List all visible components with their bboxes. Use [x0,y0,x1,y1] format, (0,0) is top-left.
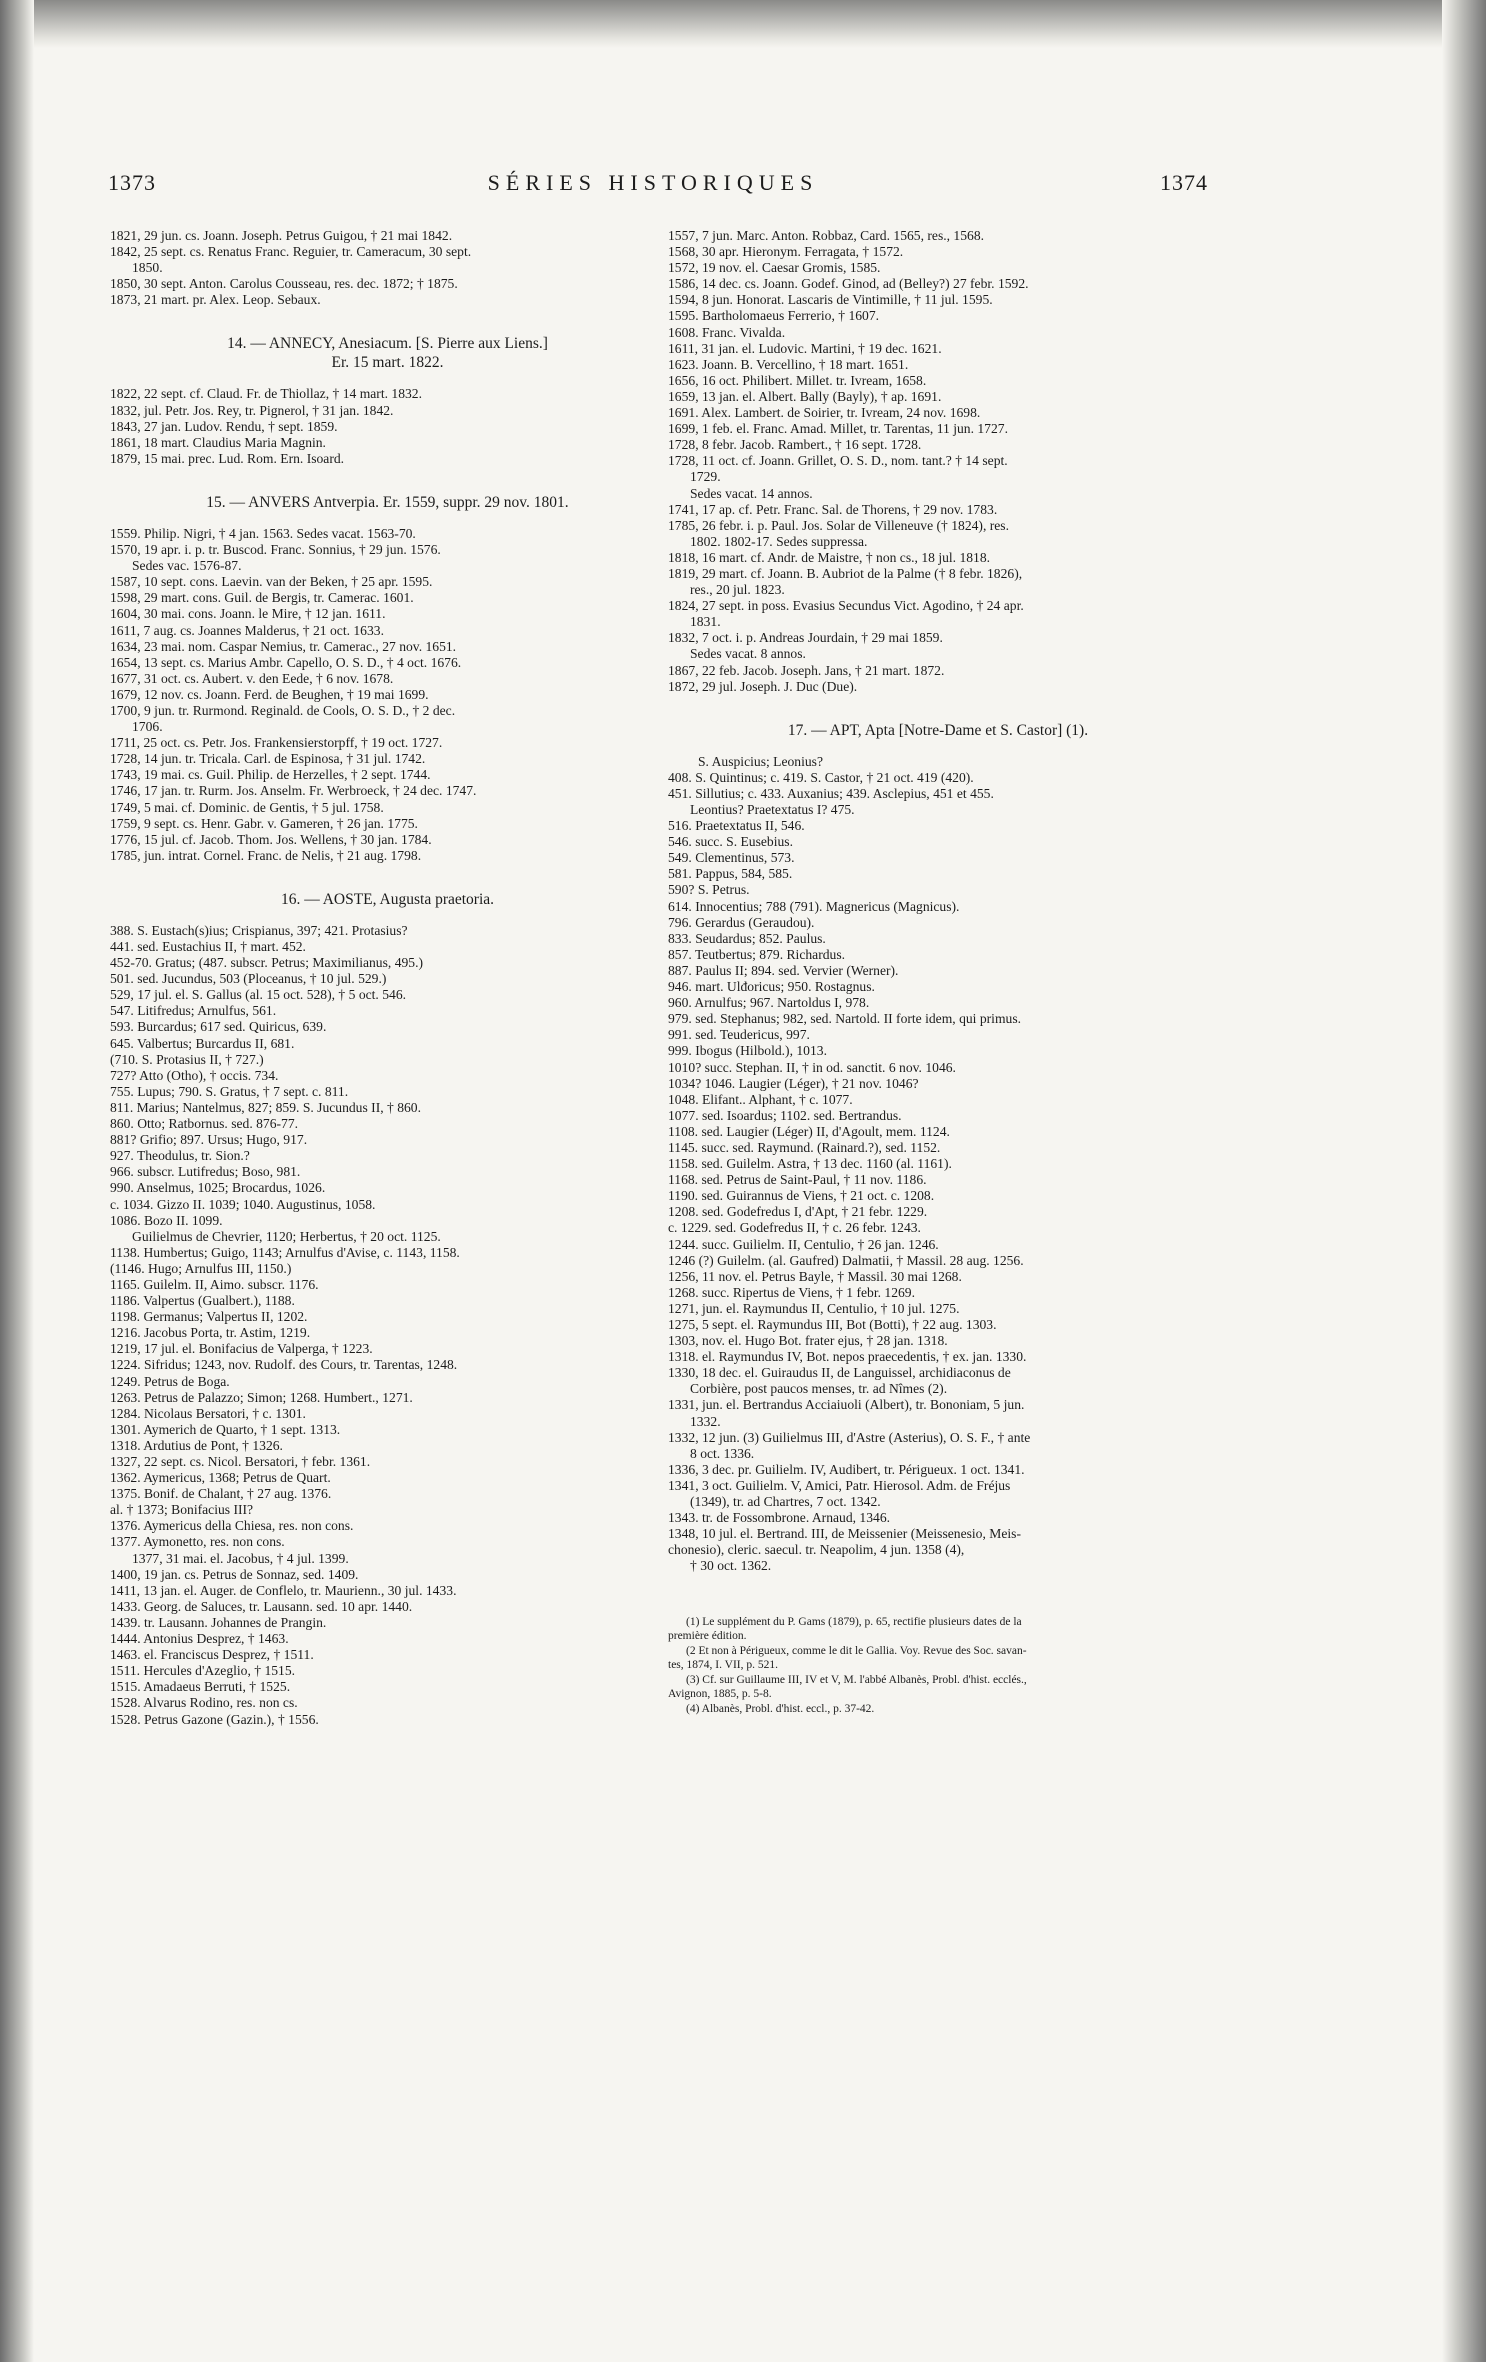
entry-line: 1842, 25 sept. cs. Renatus Franc. Reguier, tr. Cameracum, 30 sept. [110,244,472,260]
heading-line: 17. — APT, Apta [Notre-Dame et S. Castor] (1). [787,721,1089,739]
entry-line: 1268. succ. Ripertus de Viens, † 1 febr. 1269. [668,1284,915,1300]
entry-line: 881? Grifio; 897. Ursus; Hugo, 917. [110,1132,308,1148]
entry-line: 1077. sed. Isoardus; 1102. sed. Bertrandus. [668,1107,902,1123]
entry-line: 1831. [690,614,721,630]
entry-line: 1822, 22 sept. cf. Claud. Fr. de Thiollaz, † 14 mart. 1832. [110,386,422,402]
entry-line: 1598, 29 mart. cons. Guil. de Bergis, tr. Camerac. 1601. [110,590,414,606]
entry-line: 796. Gerardus (Geraudou). [668,914,815,930]
entry-line: 1843, 27 jan. Ludov. Rendu, † sept. 1859. [110,418,338,434]
entry-line: 1332. [690,1413,721,1429]
entry-line: al. † 1373; Bonifacius III? [110,1502,254,1518]
entry-line: 1198. Germanus; Valpertus II, 1202. [110,1309,308,1325]
entry-line: 1608. Franc. Vivalda. [668,324,786,340]
footnote-line: (4) Albanès, Probl. d'hist. eccl., p. 37-42. [686,1702,875,1715]
entry-line: 1594, 8 jun. Honorat. Lascaris de Vintimille, † 11 jul. 1595. [668,292,993,308]
entry-line: 1700, 9 jun. tr. Rurmond. Reginald. de Cools, O. S. D., † 2 dec. [110,702,456,718]
section-heading [110,493,665,512]
entry-line: 1746, 17 jan. tr. Rurm. Jos. Anselm. Fr. Werbroeck, † 24 dec. 1747. [110,783,477,799]
entry-line: 1158. sed. Guilelm. Astra, † 13 dec. 1160 (al. 1161). [668,1156,952,1172]
entry-line: 1256, 11 nov. el. Petrus Bayle, † Massil. 30 mai 1268. [668,1268,962,1284]
spacer [110,467,665,479]
entry-line: 727? Atto (Otho), † occis. 734. [110,1067,279,1083]
entry-line: 1439. tr. Lausann. Johannes de Prangin. [110,1614,327,1630]
entry-line: 1034? 1046. Laugier (Léger), † 21 nov. 1046? [668,1075,919,1091]
entry-line: S. Auspicius; Leonius? [698,753,823,769]
entry-line: 1861, 18 mart. Claudius Maria Magnin. [110,434,326,450]
entry-line: 991. sed. Teudericus, 997. [668,1027,810,1043]
entry-line: Sedes vac. 1576-87. [132,558,242,574]
footnote-line: première édition. [668,1630,747,1642]
entry-line: 1586, 14 dec. cs. Joann. Godef. Ginod, ad (Belley?) 27 febr. 1592. [668,276,1029,292]
entry-line: 1341, 3 oct. Guilielm. V, Amici, Patr. Hierosol. Adm. de Fréjus [668,1477,1011,1493]
entry-line: 1244. succ. Guilielm. II, Centulio, † 26 jan. 1246. [668,1236,939,1252]
entry-line: 1377, 31 mai. el. Jacobus, † 4 jul. 1399. [132,1550,349,1566]
entry-line: 614. Innocentius; 788 (791). Magnericus (Magnicus). [668,898,960,914]
entry-line: 1165. Guilelm. II, Aimo. subscr. 1176. [110,1276,319,1292]
scan-edge-top [0,0,1486,48]
entry-line: 1330, 18 dec. el. Guiraudus II, de Languissel, archidiaconus de [668,1365,1011,1381]
scan-edge-right [1442,0,1486,2362]
left-page-number: 1373 [108,170,156,195]
entry-line: 1246 (?) Guilelm. (al. Gaufred) Dalmatii, † Massil. 28 aug. 1256. [668,1252,1024,1268]
entry-line: 1819, 29 mart. cf. Joann. B. Aubriot de la Palme († 8 febr. 1826), [668,565,1023,581]
entry-line: 1570, 19 apr. i. p. tr. Buscod. Franc. Sonnius, † 29 jun. 1576. [110,542,441,558]
entry-line: 1331, jun. el. Bertrandus Acciaiuoli (Albert), tr. Bononiam, 5 jun. [668,1397,1025,1413]
entry-line: 1879, 15 mai. prec. Lud. Rom. Ern. Isoard. [110,450,345,466]
entry-line: † 30 oct. 1362. [690,1558,772,1574]
entry-line: 1463. el. Franciscus Desprez, † 1511. [110,1647,314,1663]
entry-line: 1263. Petrus de Palazzo; Simon; 1268. Humbert., 1271. [110,1389,413,1405]
entry-line: 1656, 16 oct. Philibert. Millet. tr. Ivream, 1658. [668,372,927,388]
heading-line: 14. — ANNECY, Anesiacum. [S. Pierre aux Liens.] [227,335,548,353]
entry-line: 1168. sed. Petrus de Saint-Paul, † 11 nov. 1186. [668,1172,927,1188]
entry-line: 1086. Bozo II. 1099. [110,1212,223,1228]
entry-line: 1010? succ. Stephan. II, † in od. sanctit. 6 nov. 1046. [668,1059,956,1075]
entry-line: 1208. sed. Godefredus I, d'Apt, † 21 febr. 1229. [668,1204,928,1220]
entry-line: 860. Otto; Ratbornus. sed. 876-77. [110,1116,299,1132]
entry-line: 1559. Philip. Nigri, † 4 jan. 1563. Sedes vacat. 1563-70. [110,525,416,541]
entry-line: Sedes vacat. 8 annos. [690,646,806,662]
scan-edge-left [0,0,34,2362]
entry-line: 1659, 13 jan. el. Albert. Bally (Bayly), † ap. 1691. [668,388,942,404]
entry-line: 1677, 31 oct. cs. Aubert. v. den Eede, † 6 nov. 1678. [110,670,394,686]
entry-line: 755. Lupus; 790. S. Gratus, † 7 sept. c. 811. [110,1083,349,1099]
spacer [110,308,665,320]
page-header [108,170,1208,210]
footnote-line: tes, 1874, I. VII, p. 521. [668,1659,778,1671]
entry-line: 1604, 30 mai. cons. Joann. le Mire, † 12 jan. 1611. [110,606,386,622]
entry-line: 1728, 11 oct. cf. Joann. Grillet, O. S. D., nom. tant.? † 14 sept. [668,453,1008,469]
entry-line: 1824, 27 sept. in poss. Evasius Secundus Vict. Agodino, † 24 apr. [668,598,1024,614]
entry-line: 1343. tr. de Fossombrone. Arnaud, 1346. [668,1510,891,1526]
entry-line: 1377. Aymonetto, res. non cons. [110,1534,285,1550]
entry-line: 1375. Bonif. de Chalant, † 27 aug. 1376. [110,1486,332,1502]
entry-line: 1568, 30 apr. Hieronym. Ferragata, † 1572. [668,244,904,260]
entry-line: 581. Pappus, 584, 585. [668,866,793,882]
entry-line: 1219, 17 jul. el. Bonifacius de Valperga, † 1223. [110,1341,373,1357]
entry-line: 388. S. Eustach(s)ius; Crispianus, 397; 421. Protasius? [110,922,408,938]
entry-line: 1802. 1802-17. Sedes suppressa. [690,533,868,549]
entry-line: 451. Sillutius; c. 433. Auxanius; 439. Asclepius, 451 et 455. [668,785,994,801]
entry-line: Corbière, post paucos menses, tr. ad Nîmes (2). [690,1381,948,1397]
entry-line: 1872, 29 jul. Joseph. J. Duc (Due). [668,678,858,694]
footnote-line: (2 Et non à Périgueux, comme le dit le Gallia. Voy. Revue des Soc. savan- [686,1644,1027,1657]
spacer [668,695,1208,707]
entry-line: 1818, 16 mart. cf. Andr. de Maistre, † non cs., 18 jul. 1818. [668,549,991,565]
entry-line: 1303, nov. el. Hugo Bot. frater ejus, † 28 jan. 1318. [668,1333,948,1349]
entry-line: 547. Litifredus; Arnulfus, 561. [110,1003,277,1019]
entry-line: 1376. Aymericus della Chiesa, res. non cons. [110,1518,354,1534]
entry-line: 1832, 7 oct. i. p. Andreas Jourdain, † 29 mai 1859. [668,630,943,646]
entry-line: 1572, 19 nov. el. Caesar Gromis, 1585. [668,260,881,276]
entry-line: chonesio), cleric. saecul. tr. Neapolim, 4 jun. 1358 (4), [668,1542,965,1558]
entry-line: 1706. [132,719,163,735]
entry-line: (710. S. Protasius II, † 727.) [110,1051,264,1067]
entry-line: 1400, 19 jan. cs. Petrus de Sonnaz, sed. 1409. [110,1566,359,1582]
entry-line: 1850, 30 sept. Anton. Carolus Cousseau, res. dec. 1872; † 1875. [110,276,458,292]
entry-line: c. 1034. Gizzo II. 1039; 1040. Augustinus, 1058. [110,1196,376,1212]
entry-line: 546. succ. S. Eusebius. [668,834,793,850]
entry-line: 1145. succ. sed. Raymund. (Rainard.?), sed. 1152. [668,1139,941,1155]
entry-line: 1832, jul. Petr. Jos. Rey, tr. Pignerol, † 31 jan. 1842. [110,402,394,418]
entry-line: 1699, 1 feb. el. Franc. Amad. Millet, tr. Tarentas, 11 jun. 1727. [668,421,1008,437]
entry-line: 979. sed. Stephanus; 982, sed. Nartold. II forte idem, qui primus. [668,1011,1022,1027]
entry-line: 645. Valbertus; Burcardus II, 681. [110,1035,295,1051]
entry-line: 1729. [690,469,721,485]
running-title: SÉRIES HISTORIQUES [487,170,819,195]
entry-line: 1557, 7 jun. Marc. Anton. Robbaz, Card. 1565, res., 1568. [668,228,985,243]
entry-line: Leontius? Praetextatus I? 475. [690,802,855,817]
entry-line: 1611, 7 aug. cs. Joannes Malderus, † 21 oct. 1633. [110,622,384,638]
entry-line: 549. Clementinus, 573. [668,850,795,866]
spacer [110,864,665,876]
entry-line: 1776, 15 jul. cf. Jacob. Thom. Jos. Wellens, † 30 jan. 1784. [110,831,432,847]
heading-line: Er. 15 mart. 1822. [331,354,444,372]
entry-line: 1873, 21 mart. pr. Alex. Leop. Sebaux. [110,292,321,308]
footnotes [668,1615,1208,1717]
heading-line: 16. — AOSTE, Augusta praetoria. [280,890,495,908]
entry-line: 999. Ibogus (Hilbold.), 1013. [668,1043,827,1059]
entry-line: 1728, 14 jun. tr. Tricala. Carl. de Espinosa, † 31 jul. 1742. [110,751,426,767]
entry-line: 1336, 3 dec. pr. Guilielm. IV, Audibert, tr. Périgueux. 1 oct. 1341. [668,1461,1025,1477]
right-page-number: 1374 [1160,170,1208,195]
entry-line: 501. sed. Jucundus, 503 (Ploceanus, † 10 jul. 529.) [110,971,387,987]
entry-line: (1146. Hugo; Arnulfus III, 1150.) [110,1260,292,1276]
entry-line: c. 1229. sed. Godefredus II, † c. 26 febr. 1243. [668,1220,921,1236]
entry-line: 1138. Humbertus; Guigo, 1143; Arnulfus d'Avise, c. 1143, 1158. [110,1244,460,1260]
entry-line: 1301. Aymerich de Quarto, † 1 sept. 1313. [110,1421,341,1437]
footnote-line: (3) Cf. sur Guillaume III, IV et V, M. l'abbé Albanès, Probl. d'hist. ecclés., [686,1673,1027,1686]
entry-line: 1595. Bartholomaeus Ferrerio, † 1607. [668,308,880,324]
entry-line: 1528. Alvarus Rodino, res. non cs. [110,1695,298,1711]
entry-line: 1623. Joann. B. Vercellino, † 18 mart. 1651. [668,356,909,372]
entry-line: 887. Paulus II; 894. sed. Vervier (Werner). [668,962,899,978]
entry-line: 529, 17 jul. el. S. Gallus (al. 15 oct. 528), † 5 oct. 546. [110,987,407,1003]
entry-line: 1444. Antonius Desprez, † 1463. [110,1631,289,1647]
entry-line: 946. mart. Ulđoricus; 950. Rostagnus. [668,979,875,995]
entry-line: 1327, 22 sept. cs. Nicol. Bersatori, † febr. 1361. [110,1454,371,1469]
entry-line: 1691. Alex. Lambert. de Soirier, tr. Ivream, 24 nov. 1698. [668,405,981,421]
entry-line: 1728, 8 febr. Jacob. Rambert., † 16 sept. 1728. [668,437,922,453]
heading-line: 15. — ANVERS Antverpia. Er. 1559, suppr. 29 nov. 1801. [206,493,569,511]
entry-line: 1850. [132,260,163,276]
entry-line: (1349), tr. ad Chartres, 7 oct. 1342. [690,1494,881,1510]
entry-line: 1362. Aymericus, 1368; Petrus de Quart. [110,1470,331,1486]
entry-line: 1785, 26 febr. i. p. Paul. Jos. Solar de Villeneuve († 1824), res. [668,517,1009,533]
entry-line: 1654, 13 sept. cs. Marius Ambr. Capello, O. S. D., † 4 oct. 1676. [110,654,462,670]
section-heading [110,334,665,372]
entry-line: res., 20 jul. 1823. [690,582,785,598]
entry-line: 1318. Ardutius de Pont, † 1326. [110,1437,283,1453]
right-column [668,228,1208,1716]
entry-line: 1411, 13 jan. el. Auger. de Conflelo, tr. Maurienn., 30 jul. 1433. [110,1582,457,1598]
entry-line: 811. Marius; Nantelmus, 827; 859. S. Jucundus II, † 860. [110,1099,422,1115]
entry-line: 1749, 5 mai. cf. Dominic. de Gentis, † 5 jul. 1758. [110,799,384,815]
entry-line: 966. subscr. Lutifredus; Boso, 981. [110,1164,301,1180]
entry-line: 1634, 23 mai. nom. Caspar Nemius, tr. Camerac., 27 nov. 1651. [110,638,457,654]
entry-line: 8 oct. 1336. [690,1445,755,1461]
entry-line: 1186. Valpertus (Gualbert.), 1188. [110,1293,295,1309]
entry-line: 452-70. Gratus; (487. subscr. Petrus; Maximilianus, 495.) [110,955,424,971]
entry-line: 1108. sed. Laugier (Léger) II, d'Agoult, mem. 1124. [668,1123,950,1139]
entry-line: 1190. sed. Guirannus de Viens, † 21 oct. c. 1208. [668,1188,935,1204]
entry-line: 1611, 31 jan. el. Ludovic. Martini, † 19 dec. 1621. [668,340,942,356]
section-heading [110,890,665,909]
entry-line: 1348, 10 jul. el. Bertrand. III, de Meissenier (Meissenesio, Meis- [668,1526,1021,1542]
entry-line: 1785, jun. intrat. Cornel. Franc. de Nelis, † 21 aug. 1798. [110,847,422,863]
entry-line: 1271, jun. el. Raymundus II, Centulio, † 10 jul. 1275. [668,1300,960,1316]
entry-line: 1711, 25 oct. cs. Petr. Jos. Frankensierstorpff, † 19 oct. 1727. [110,735,443,751]
entry-line: 1759, 9 sept. cs. Henr. Gabr. v. Gameren, † 26 jan. 1775. [110,815,418,831]
entry-line: 1528. Petrus Gazone (Gazin.), † 1556. [110,1711,319,1727]
entry-line: 1216. Jacobus Porta, tr. Astim, 1219. [110,1325,311,1341]
entry-line: 590? S. Petrus. [668,882,750,898]
entry-line: 1224. Sifridus; 1243, nov. Rudolf. des Cours, tr. Tarentas, 1248. [110,1357,458,1373]
entry-line: 1679, 12 nov. cs. Joann. Ferd. de Beughen, † 19 mai 1699. [110,686,429,702]
footnote-line: Avignon, 1885, p. 5-8. [668,1688,772,1700]
entry-line: 1741, 17 ap. cf. Petr. Franc. Sal. de Thorens, † 29 nov. 1783. [668,501,998,517]
entry-line: 1318. el. Raymundus IV, Bot. nepos praecedentis, † ex. jan. 1330. [668,1349,1027,1365]
entry-line: 408. S. Quintinus; c. 419. S. Castor, † 21 oct. 419 (420). [668,769,974,785]
entry-line: 441. sed. Eustachius II, † mart. 452. [110,939,306,954]
footnote-line: (1) Le supplément du P. Gams (1879), p. 65, rectifie plusieurs dates de la [686,1615,1022,1628]
entry-line: 1433. Georg. de Saluces, tr. Lausann. sed. 10 apr. 1440. [110,1598,413,1614]
entry-line: 1332, 12 jun. (3) Guilielmus III, d'Astre (Asterius), O. S. F., † ante [668,1429,1031,1445]
entry-line: 1284. Nicolaus Bersatori, † c. 1301. [110,1405,306,1421]
entry-line: 960. Arnulfus; 967. Nartoldus I, 978. [668,995,870,1011]
entry-line: 1587, 10 sept. cons. Laevin. van der Beken, † 25 apr. 1595. [110,574,433,590]
entry-line: 1743, 19 mai. cs. Guil. Philip. de Herzelles, † 2 sept. 1744. [110,767,431,783]
entry-line: Guilielmus de Chevrier, 1120; Herbertus, † 20 oct. 1125. [132,1228,441,1244]
entry-line: 593. Burcardus; 617 sed. Quiricus, 639. [110,1019,327,1035]
entry-line: 1275, 5 sept. el. Raymundus III, Bot (Botti), † 22 aug. 1303. [668,1317,997,1332]
entry-line: 516. Praetextatus II, 546. [668,818,805,834]
entry-line: 1867, 22 feb. Jacob. Joseph. Jans, † 21 mart. 1872. [668,662,945,678]
entry-line: 1511. Hercules d'Azeglio, † 1515. [110,1663,296,1679]
entry-line: 1821, 29 jun. cs. Joann. Joseph. Petrus Guigou, † 21 mai 1842. [110,228,453,243]
entry-line: 1515. Amadaeus Berruti, † 1525. [110,1679,291,1695]
entry-line: 833. Seudardus; 852. Paulus. [668,930,826,946]
left-column [110,228,665,1728]
section-heading [668,721,1208,740]
entry-line: 990. Anselmus, 1025; Brocardus, 1026. [110,1180,326,1196]
entry-line: 1249. Petrus de Boga. [110,1373,230,1389]
entry-line: Sedes vacat. 14 annos. [690,485,813,501]
entry-line: 927. Theodulus, tr. Sion.? [110,1148,250,1164]
entry-line: 1048. Elifant.. Alphant, † c. 1077. [668,1091,853,1107]
entry-line: 857. Teutbertus; 879. Richardus. [668,946,846,962]
